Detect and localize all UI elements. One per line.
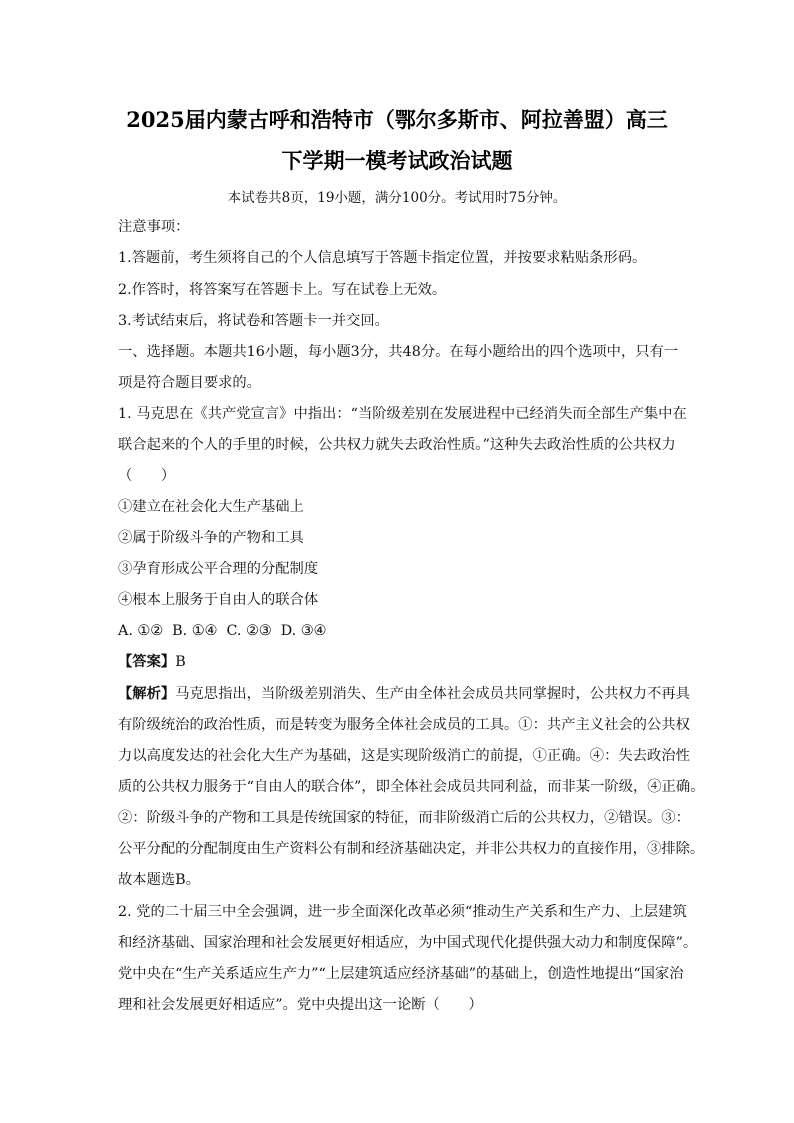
- question-2-stem: 理和社会发展更好相适应”。党中央提出这一论断（ ）: [118, 997, 483, 1013]
- question-1-analysis: [118, 684, 688, 704]
- question-2-stem: 2. 党的二十届三中全会强调，进一步全面深化改革必须“推动生产关系和生产力、上层建筑: [118, 904, 687, 920]
- analysis-line: 公平分配的分配制度由生产资料公有制和经济基础决定，并非公共权力的直接作用，③排除。: [118, 841, 705, 857]
- question-2-stem: 和经济基础、国家治理和社会发展更好相适应，为中国式现代化提供强大动力和制度保障”。: [118, 935, 698, 951]
- exam-info: 本试卷共8页，19小题，满分100分。考试用时75分钟。: [227, 190, 567, 206]
- analysis-line: 故本题选B。: [118, 872, 200, 888]
- exam-title-line-1: 2025届内蒙古呼和浩特市（鄂尔多斯市、阿拉善盟）高三: [126, 107, 668, 132]
- notice-item: 1.答题前，考生须将自己的个人信息填写于答题卡指定位置，并按要求粘贴条形码。: [118, 250, 647, 266]
- analysis-line: 有阶级统治的政治性质，而是转变为服务全体社会成员的工具。①：共产主义社会的公共权: [118, 717, 690, 733]
- question-1-statement: ②属于阶级斗争的产物和工具: [118, 530, 304, 546]
- notice-heading: 注意事项：: [118, 219, 190, 235]
- question-1-stem: 联合起来的个人的手里的时候，公共权力就失去政治性质。”这种失去政治性质的公共权力: [118, 437, 676, 453]
- exam-title-line-2: 下学期一模考试政治试题: [281, 148, 513, 173]
- question-2-stem: 党中央在“生产关系适应生产力”“上层建筑适应经济基础”的基础上，创造性地提出“国家治: [118, 966, 684, 982]
- question-1-answer: [118, 652, 688, 672]
- section-heading: 一、选择题。本题共16小题，每小题3分，共48分。在每小题给出的四个选项中，只有一: [118, 344, 679, 360]
- analysis-line: 质的公共权力服务于“自由人的联合体”，即全体社会成员共同利益，而非某一阶级，④正确。: [118, 779, 705, 795]
- answer-tag: 【答案】: [118, 654, 176, 670]
- question-1-statement: ①建立在社会化大生产基础上: [118, 499, 304, 515]
- question-1-stem: 1. 马克思在《共产党宣言》中指出：“当阶级差别在发展进程中已经消失而全部生产集中在: [118, 406, 687, 422]
- question-1-statement: ③孕育形成公平合理的分配制度: [118, 561, 319, 577]
- question-1-options: A. ①② B. ①④ C. ②③ D. ③④: [118, 623, 327, 639]
- analysis-line: 力以高度发达的社会化大生产为基础，这是实现阶级消亡的前提，①正确。④：失去政治性: [118, 748, 690, 764]
- question-1-statement: ④根本上服务于自由人的联合体: [118, 592, 319, 608]
- analysis-text: 马克思指出，当阶级差别消失、生产由全体社会成员共同掌握时，公共权力不再具: [175, 686, 690, 702]
- notice-item: 2.作答时，将答案写在答题卡上。写在试卷上无效。: [118, 282, 447, 298]
- analysis-line: ②：阶级斗争的产物和工具是传统国家的特征，而非阶级消亡后的公共权力，②错误。③：: [118, 810, 690, 826]
- notice-item: 3.考试结束后，将试卷和答题卡一并交回。: [118, 313, 389, 329]
- answer-value: B: [175, 654, 186, 670]
- section-heading-cont: 项是符合题目要求的。: [118, 375, 261, 391]
- analysis-tag: 【解析】: [118, 686, 176, 702]
- question-1-blank: （ ）: [118, 468, 176, 484]
